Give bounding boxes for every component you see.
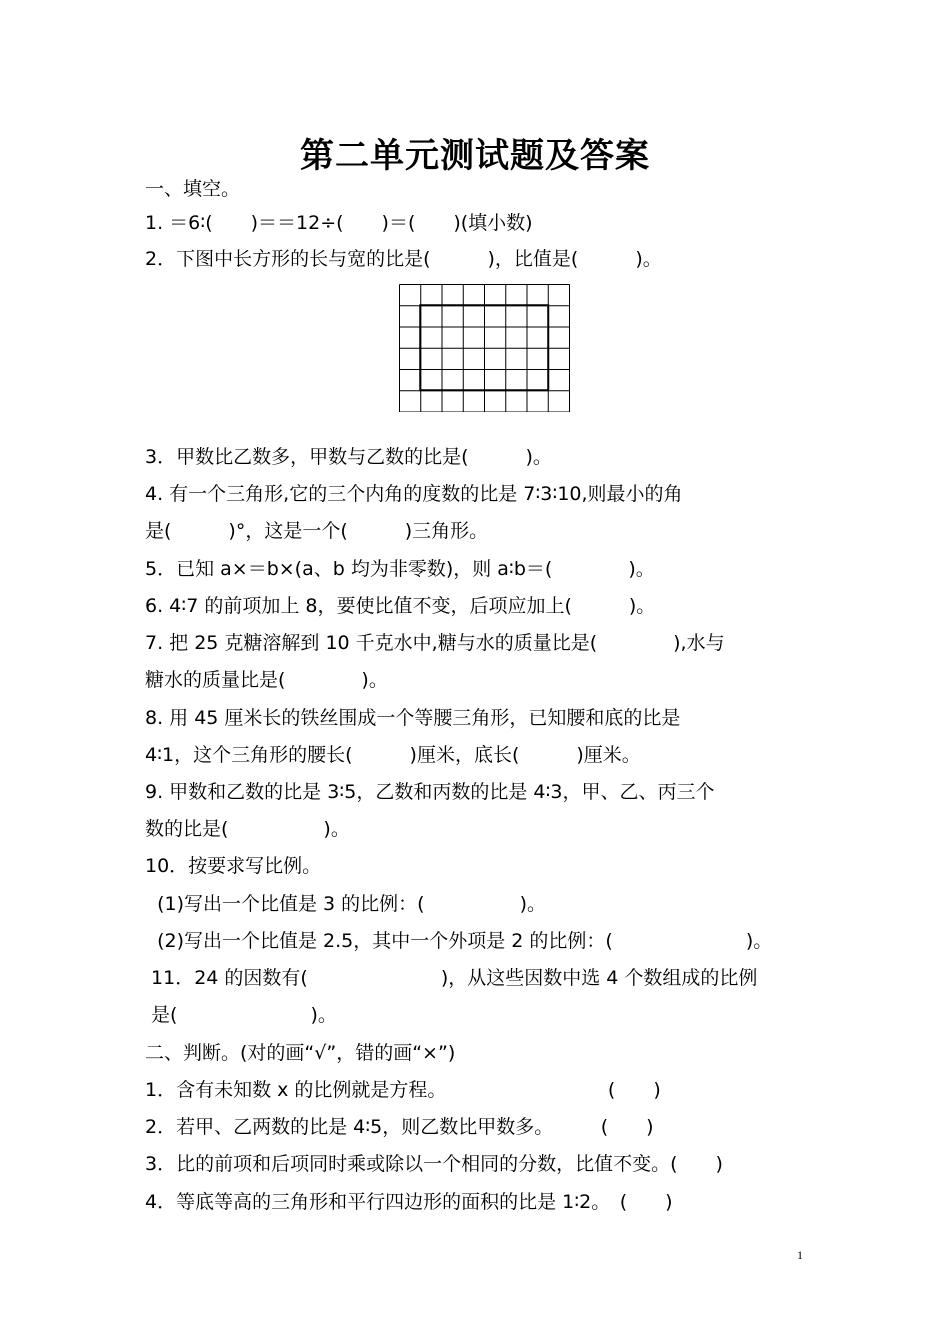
question-line: (1)写出一个比值是 3 的比例：( )。 xyxy=(145,893,546,915)
section-heading: 二、判断。(对的画“√”，错的画“×”) xyxy=(145,1042,456,1064)
question-line: 是( )。 xyxy=(145,1004,337,1026)
question-line: 数的比是( )。 xyxy=(145,818,350,840)
judgement-line: 2．若甲、乙两数的比是 4∶5，则乙数比甲数多。 ( ) xyxy=(145,1116,654,1138)
question-line: 10．按要求写比例。 xyxy=(145,855,322,877)
question-line: 是( )°，这是一个( )三角形。 xyxy=(145,520,489,542)
question-line: 11．24 的因数有( )，从这些因数中选 4 个数组成的比例 xyxy=(145,967,758,989)
question-line: 8. 用 45 厘米长的铁丝围成一个等腰三角形，已知腰和底的比是 xyxy=(145,707,681,729)
rectangle-grid-figure xyxy=(399,284,571,412)
question-line: 6. 4∶7 的前项加上 8，要使比值不变，后项应加上( )。 xyxy=(145,595,656,617)
judgement-line: 4．等底等高的三角形和平行四边形的面积的比是 1∶2。 ( ) xyxy=(145,1191,673,1213)
question-line: 4. 有一个三角形,它的三个内角的度数的比是 7∶3∶10,则最小的角 xyxy=(145,483,683,505)
section-heading: 一、填空。 xyxy=(145,178,241,200)
question-line: 9. 甲数和乙数的比是 3∶5，乙数和丙数的比是 4∶3，甲、乙、丙三个 xyxy=(145,781,715,803)
question-line: 4∶1，这个三角形的腰长( )厘米，底长( )厘米。 xyxy=(145,744,641,766)
page-number: 1 xyxy=(797,1248,803,1262)
question-line: 7. 把 25 克糖溶解到 10 千克水中,糖与水的质量比是( ),水与 xyxy=(145,632,725,654)
question-line: 3．甲数比乙数多，甲数与乙数的比是( )。 xyxy=(145,446,552,468)
question-line: 1. ＝6∶( )＝＝12÷( )＝( )(填小数) xyxy=(145,212,533,234)
question-line: (2)写出一个比值是 2.5，其中一个外项是 2 的比例：( )。 xyxy=(145,930,773,952)
question-line: 2．下图中长方形的长与宽的比是( )，比值是( )。 xyxy=(145,248,662,270)
judgement-line: 3．比的前项和后项同时乘或除以一个相同的分数，比值不变。( ) xyxy=(145,1153,723,1175)
question-line: 5．已知 a×＝b×(a、b 均为非零数)，则 a∶b＝( )。 xyxy=(145,558,655,580)
question-line: 糖水的质量比是( )。 xyxy=(145,669,388,691)
judgement-line: 1．含有未知数 x 的比例就是方程。 ( ) xyxy=(145,1079,661,1101)
page-title: 第二单元测试题及答案 xyxy=(300,136,650,176)
